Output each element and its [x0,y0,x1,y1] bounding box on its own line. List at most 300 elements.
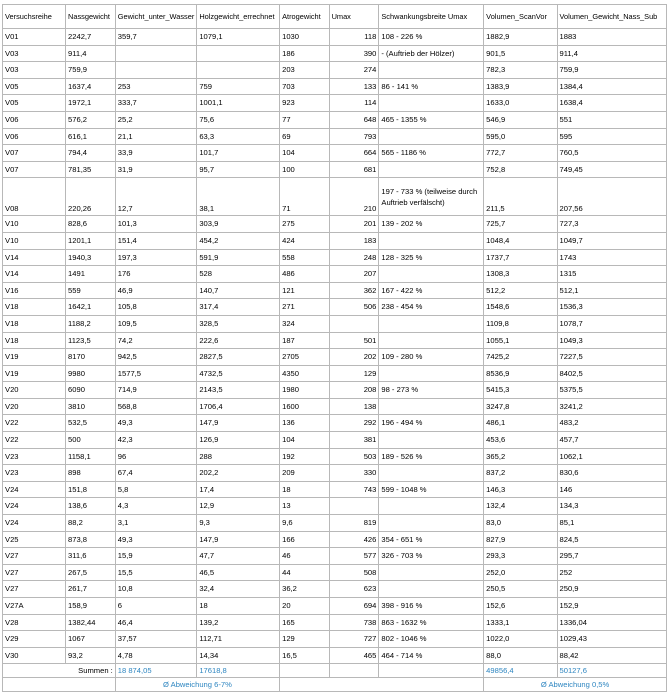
table-cell[interactable]: V14 [3,266,66,283]
table-cell[interactable]: 88,0 [484,647,557,664]
table-cell[interactable]: 1638,4 [557,95,666,112]
table-cell[interactable]: 18 [197,598,280,615]
table-cell[interactable] [379,564,484,581]
table-cell[interactable]: 1384,4 [557,78,666,95]
table-cell[interactable]: V27 [3,564,66,581]
table-cell[interactable]: 714,9 [115,382,197,399]
table-cell[interactable]: 2705 [280,349,329,366]
table-cell[interactable]: 21,1 [115,128,197,145]
table-cell[interactable] [329,498,379,515]
table-cell[interactable]: 1940,3 [66,249,116,266]
table-cell[interactable]: 1642,1 [66,299,116,316]
table-cell[interactable] [329,315,379,332]
table-cell[interactable]: 208 [329,382,379,399]
table-cell[interactable]: 398 - 916 % [379,598,484,615]
table-cell[interactable]: 98 - 273 % [379,382,484,399]
table-cell[interactable]: 330 [329,465,379,482]
table-cell[interactable]: 1333,1 [484,614,557,631]
table-cell[interactable]: 88,42 [557,647,666,664]
table-cell[interactable]: 3810 [66,398,116,415]
table-cell[interactable]: V24 [3,498,66,515]
table-cell[interactable]: 794,4 [66,145,116,162]
table-cell[interactable]: 4,78 [115,647,197,664]
table-cell[interactable]: 681 [329,161,379,178]
table-cell[interactable]: 1067 [66,631,116,648]
table-cell[interactable]: 271 [280,299,329,316]
table-cell[interactable]: 1336,04 [557,614,666,631]
table-cell[interactable]: V27 [3,548,66,565]
table-cell[interactable] [115,62,197,79]
table-cell[interactable]: 46,4 [115,614,197,631]
table-cell[interactable]: 47,7 [197,548,280,565]
table-cell[interactable]: 129 [329,365,379,382]
table-cell[interactable]: 5,8 [115,481,197,498]
table-cell[interactable]: 86 - 141 % [379,78,484,95]
sum-atrogewicht[interactable]: 17618,8 [197,664,280,678]
table-cell[interactable]: 93,2 [66,647,116,664]
table-cell[interactable]: 209 [280,465,329,482]
table-cell[interactable]: 508 [329,564,379,581]
column-header[interactable]: Versuchsreihe [3,5,66,29]
cell[interactable] [280,678,484,692]
table-cell[interactable]: 207 [329,266,379,283]
table-cell[interactable]: 95,7 [197,161,280,178]
table-cell[interactable]: 595 [557,128,666,145]
table-cell[interactable]: 333,7 [115,95,197,112]
table-cell[interactable]: 44 [280,564,329,581]
table-cell[interactable]: 8170 [66,349,116,366]
table-cell[interactable]: 20 [280,598,329,615]
table-cell[interactable] [379,365,484,382]
table-cell[interactable]: 311,6 [66,548,116,565]
table-cell[interactable]: 109,5 [115,315,197,332]
table-cell[interactable]: 238 - 454 % [379,299,484,316]
table-cell[interactable]: 664 [329,145,379,162]
table-cell[interactable]: V20 [3,382,66,399]
table-cell[interactable]: 187 [280,332,329,349]
table-cell[interactable]: 88,2 [66,515,116,532]
table-cell[interactable]: 293,3 [484,548,557,565]
table-cell[interactable]: 565 - 1186 % [379,145,484,162]
cell[interactable] [280,664,329,678]
table-cell[interactable]: 101,7 [197,145,280,162]
table-cell[interactable]: 151,4 [115,232,197,249]
table-cell[interactable]: 828,6 [66,216,116,233]
table-cell[interactable]: 1158,1 [66,448,116,465]
table-cell[interactable] [115,45,197,62]
table-cell[interactable]: 486,1 [484,415,557,432]
table-cell[interactable]: 248 [329,249,379,266]
deviation-left[interactable]: Ø Abweichung 6-7% [115,678,279,692]
table-cell[interactable]: V22 [3,432,66,449]
table-cell[interactable]: 819 [329,515,379,532]
table-cell[interactable]: 426 [329,531,379,548]
table-cell[interactable]: 1029,43 [557,631,666,648]
table-cell[interactable]: 512,1 [557,282,666,299]
table-cell[interactable]: 2242,7 [66,29,116,46]
table-cell[interactable]: 18 [280,481,329,498]
table-cell[interactable]: 512,2 [484,282,557,299]
table-cell[interactable]: - (Auftrieb der Hölzer) [379,45,484,62]
table-cell[interactable] [379,95,484,112]
table-cell[interactable]: 1055,1 [484,332,557,349]
table-cell[interactable]: 759,9 [557,62,666,79]
table-cell[interactable]: 37,57 [115,631,197,648]
table-cell[interactable] [379,398,484,415]
table-cell[interactable]: 725,7 [484,216,557,233]
table-cell[interactable]: 7425,2 [484,349,557,366]
table-cell[interactable]: V05 [3,95,66,112]
table-cell[interactable]: 252,0 [484,564,557,581]
table-cell[interactable]: 132,4 [484,498,557,515]
table-cell[interactable]: V05 [3,78,66,95]
table-cell[interactable]: 183 [329,232,379,249]
table-cell[interactable]: 15,9 [115,548,197,565]
table-cell[interactable]: 211,5 [484,178,557,216]
table-cell[interactable]: 201 [329,216,379,233]
table-cell[interactable]: 506 [329,299,379,316]
table-cell[interactable]: 923 [280,95,329,112]
table-cell[interactable]: 49,3 [115,531,197,548]
table-cell[interactable]: 253 [115,78,197,95]
table-cell[interactable]: 46,5 [197,564,280,581]
table-cell[interactable]: 5415,3 [484,382,557,399]
table-cell[interactable]: 2827,5 [197,349,280,366]
table-cell[interactable]: 5375,5 [557,382,666,399]
table-cell[interactable]: 8402,5 [557,365,666,382]
table-cell[interactable]: 138,6 [66,498,116,515]
table-cell[interactable]: 1882,9 [484,29,557,46]
table-cell[interactable]: 17,4 [197,481,280,498]
table-cell[interactable]: 104 [280,145,329,162]
table-cell[interactable]: 1048,4 [484,232,557,249]
table-cell[interactable]: 486 [280,266,329,283]
column-header[interactable]: Nassgewicht [66,5,116,29]
table-cell[interactable]: 12,7 [115,178,197,216]
table-cell[interactable] [379,432,484,449]
table-cell[interactable]: 12,9 [197,498,280,515]
table-cell[interactable] [379,515,484,532]
table-cell[interactable] [379,498,484,515]
table-cell[interactable]: 568,8 [115,398,197,415]
table-cell[interactable]: 196 - 494 % [379,415,484,432]
table-cell[interactable]: V10 [3,232,66,249]
table-cell[interactable]: V07 [3,145,66,162]
table-cell[interactable]: 105,8 [115,299,197,316]
table-cell[interactable]: 33,9 [115,145,197,162]
table-cell[interactable]: 36,2 [280,581,329,598]
table-cell[interactable]: 139 - 202 % [379,216,484,233]
table-cell[interactable]: 303,9 [197,216,280,233]
table-cell[interactable]: 465 - 1355 % [379,111,484,128]
table-cell[interactable]: 1577,5 [115,365,197,382]
table-cell[interactable]: 32,4 [197,581,280,598]
table-cell[interactable] [379,465,484,482]
table-cell[interactable]: 576,2 [66,111,116,128]
table-cell[interactable]: 911,4 [66,45,116,62]
sum-nassgewicht[interactable]: 18 874,05 [115,664,197,678]
table-cell[interactable]: 136 [280,415,329,432]
table-cell[interactable]: 1079,1 [197,29,280,46]
table-cell[interactable]: 727 [329,631,379,648]
table-cell[interactable]: 252 [557,564,666,581]
table-cell[interactable]: 261,7 [66,581,116,598]
table-cell[interactable]: 7227,5 [557,349,666,366]
table-cell[interactable]: V08 [3,178,66,216]
table-cell[interactable]: 1308,3 [484,266,557,283]
table-cell[interactable]: V10 [3,216,66,233]
table-cell[interactable]: 250,9 [557,581,666,598]
table-cell[interactable]: 16,5 [280,647,329,664]
table-cell[interactable]: 1600 [280,398,329,415]
table-cell[interactable]: 577 [329,548,379,565]
table-cell[interactable]: 10,8 [115,581,197,598]
table-cell[interactable]: V24 [3,481,66,498]
table-cell[interactable]: 324 [280,315,329,332]
table-cell[interactable]: 532,5 [66,415,116,432]
table-cell[interactable]: 129 [280,631,329,648]
table-cell[interactable]: 69 [280,128,329,145]
table-cell[interactable]: V06 [3,128,66,145]
table-cell[interactable]: V25 [3,531,66,548]
table-cell[interactable]: 802 - 1046 % [379,631,484,648]
table-cell[interactable]: 1706,4 [197,398,280,415]
table-cell[interactable] [379,315,484,332]
table-cell[interactable]: 128 - 325 % [379,249,484,266]
table-cell[interactable]: 167 - 422 % [379,282,484,299]
table-cell[interactable]: V24 [3,515,66,532]
table-cell[interactable]: 911,4 [557,45,666,62]
table-cell[interactable]: 824,5 [557,531,666,548]
table-cell[interactable]: 1972,1 [66,95,116,112]
table-cell[interactable]: 192 [280,448,329,465]
table-cell[interactable]: V06 [3,111,66,128]
table-cell[interactable]: 781,35 [66,161,116,178]
table-cell[interactable]: 197 - 733 % (teilweise durch Auftrieb verfälscht) [379,178,484,216]
table-cell[interactable]: 4350 [280,365,329,382]
table-cell[interactable]: 591,9 [197,249,280,266]
table-cell[interactable]: 528 [197,266,280,283]
table-cell[interactable]: 109 - 280 % [379,349,484,366]
table-cell[interactable]: 151,8 [66,481,116,498]
table-cell[interactable]: 197,3 [115,249,197,266]
table-cell[interactable]: 6090 [66,382,116,399]
table-cell[interactable]: 1078,7 [557,315,666,332]
table-cell[interactable]: 75,6 [197,111,280,128]
table-cell[interactable]: 126,9 [197,432,280,449]
table-cell[interactable]: 1633,0 [484,95,557,112]
table-cell[interactable]: 189 - 526 % [379,448,484,465]
table-cell[interactable]: V22 [3,415,66,432]
table-cell[interactable] [379,332,484,349]
table-cell[interactable]: 158,9 [66,598,116,615]
table-cell[interactable]: V27 [3,581,66,598]
table-cell[interactable]: 1883 [557,29,666,46]
table-cell[interactable]: 165 [280,614,329,631]
table-cell[interactable]: 74,2 [115,332,197,349]
table-cell[interactable]: 2143,5 [197,382,280,399]
table-cell[interactable]: 207,56 [557,178,666,216]
table-cell[interactable]: 83,0 [484,515,557,532]
table-cell[interactable]: 138 [329,398,379,415]
table-cell[interactable]: 3247,8 [484,398,557,415]
table-cell[interactable]: V03 [3,45,66,62]
table-cell[interactable]: V03 [3,62,66,79]
table-cell[interactable]: V18 [3,299,66,316]
table-cell[interactable]: 9980 [66,365,116,382]
table-cell[interactable]: V14 [3,249,66,266]
table-cell[interactable]: 101,3 [115,216,197,233]
table-cell[interactable] [379,161,484,178]
table-cell[interactable]: 328,5 [197,315,280,332]
table-cell[interactable]: 830,6 [557,465,666,482]
table-cell[interactable]: 63,3 [197,128,280,145]
table-cell[interactable]: 112,71 [197,631,280,648]
table-cell[interactable]: 1030 [280,29,329,46]
table-cell[interactable]: 365,2 [484,448,557,465]
table-cell[interactable]: 546,9 [484,111,557,128]
table-cell[interactable]: V01 [3,29,66,46]
table-cell[interactable]: 220,26 [66,178,116,216]
table-cell[interactable]: 1062,1 [557,448,666,465]
table-cell[interactable]: 1188,2 [66,315,116,332]
table-cell[interactable]: V23 [3,448,66,465]
table-cell[interactable]: 1548,6 [484,299,557,316]
column-header[interactable]: Schwankungsbreite Umax [379,5,484,29]
table-cell[interactable]: V30 [3,647,66,664]
table-cell[interactable]: 222,6 [197,332,280,349]
table-cell[interactable]: 616,1 [66,128,116,145]
table-cell[interactable]: 133 [329,78,379,95]
table-cell[interactable]: 772,7 [484,145,557,162]
table-cell[interactable]: 210 [329,178,379,216]
table-cell[interactable]: 139,2 [197,614,280,631]
table-cell[interactable]: V27A [3,598,66,615]
table-cell[interactable]: 292 [329,415,379,432]
table-cell[interactable]: V28 [3,614,66,631]
table-cell[interactable]: 42,3 [115,432,197,449]
table-cell[interactable] [197,62,280,79]
table-cell[interactable]: 146,3 [484,481,557,498]
table-cell[interactable]: 31,9 [115,161,197,178]
table-cell[interactable]: 134,3 [557,498,666,515]
table-cell[interactable]: 759,9 [66,62,116,79]
table-cell[interactable]: 551 [557,111,666,128]
table-cell[interactable]: 782,3 [484,62,557,79]
table-cell[interactable]: 749,45 [557,161,666,178]
table-cell[interactable]: 85,1 [557,515,666,532]
table-cell[interactable]: 49,3 [115,415,197,432]
column-header[interactable]: Gewicht_unter_Wasser [115,5,197,29]
table-cell[interactable]: 267,5 [66,564,116,581]
sum-volumen-nass-sub[interactable]: 50127,6 [557,664,666,678]
table-cell[interactable]: 359,7 [115,29,197,46]
table-cell[interactable]: 147,9 [197,531,280,548]
table-cell[interactable]: 595,0 [484,128,557,145]
table-cell[interactable]: 901,5 [484,45,557,62]
table-cell[interactable]: 104 [280,432,329,449]
table-cell[interactable]: 9,6 [280,515,329,532]
table-cell[interactable]: V18 [3,332,66,349]
table-cell[interactable]: 67,4 [115,465,197,482]
table-cell[interactable]: 694 [329,598,379,615]
table-cell[interactable]: 500 [66,432,116,449]
column-header[interactable]: Volumen_Gewicht_Nass_Sub [557,5,666,29]
table-cell[interactable]: 362 [329,282,379,299]
table-cell[interactable]: V16 [3,282,66,299]
table-cell[interactable] [379,128,484,145]
table-cell[interactable]: 275 [280,216,329,233]
table-cell[interactable]: 483,2 [557,415,666,432]
table-cell[interactable]: 15,5 [115,564,197,581]
table-cell[interactable]: 274 [329,62,379,79]
table-cell[interactable]: 1383,9 [484,78,557,95]
table-cell[interactable] [379,266,484,283]
table-cell[interactable]: 465 [329,647,379,664]
table-cell[interactable]: 1001,1 [197,95,280,112]
table-cell[interactable]: 837,2 [484,465,557,482]
table-cell[interactable]: 1022,0 [484,631,557,648]
table-cell[interactable]: 152,9 [557,598,666,615]
table-cell[interactable]: 295,7 [557,548,666,565]
column-header[interactable]: Umax [329,5,379,29]
table-cell[interactable]: 464 - 714 % [379,647,484,664]
table-cell[interactable]: 863 - 1632 % [379,614,484,631]
table-cell[interactable]: 203 [280,62,329,79]
table-cell[interactable] [379,581,484,598]
table-cell[interactable]: 623 [329,581,379,598]
table-cell[interactable]: 454,2 [197,232,280,249]
table-cell[interactable]: 4,3 [115,498,197,515]
table-cell[interactable]: V07 [3,161,66,178]
table-cell[interactable]: 71 [280,178,329,216]
table-cell[interactable]: 503 [329,448,379,465]
table-cell[interactable]: 453,6 [484,432,557,449]
table-cell[interactable]: 326 - 703 % [379,548,484,565]
table-cell[interactable] [379,232,484,249]
table-cell[interactable]: 501 [329,332,379,349]
table-cell[interactable]: 152,6 [484,598,557,615]
table-cell[interactable] [197,45,280,62]
table-cell[interactable]: V20 [3,398,66,415]
table-cell[interactable]: 46 [280,548,329,565]
table-cell[interactable]: 1315 [557,266,666,283]
table-cell[interactable]: V18 [3,315,66,332]
table-cell[interactable]: 8536,9 [484,365,557,382]
table-cell[interactable]: 1743 [557,249,666,266]
table-cell[interactable]: 118 [329,29,379,46]
table-cell[interactable]: 114 [329,95,379,112]
table-cell[interactable]: 202,2 [197,465,280,482]
table-cell[interactable]: 121 [280,282,329,299]
table-cell[interactable]: 46,9 [115,282,197,299]
table-cell[interactable]: 1049,3 [557,332,666,349]
table-cell[interactable]: 1382,44 [66,614,116,631]
table-cell[interactable]: 1637,4 [66,78,116,95]
sum-volumen-scanvor[interactable]: 49856,4 [484,664,557,678]
table-cell[interactable]: 599 - 1048 % [379,481,484,498]
table-cell[interactable]: 793 [329,128,379,145]
table-cell[interactable]: 3241,2 [557,398,666,415]
table-cell[interactable]: 760,5 [557,145,666,162]
table-cell[interactable]: V29 [3,631,66,648]
column-header[interactable]: Atrogewicht [280,5,329,29]
table-cell[interactable]: 147,9 [197,415,280,432]
table-cell[interactable]: 390 [329,45,379,62]
table-cell[interactable]: 77 [280,111,329,128]
table-cell[interactable]: 1536,3 [557,299,666,316]
table-cell[interactable]: 1737,7 [484,249,557,266]
